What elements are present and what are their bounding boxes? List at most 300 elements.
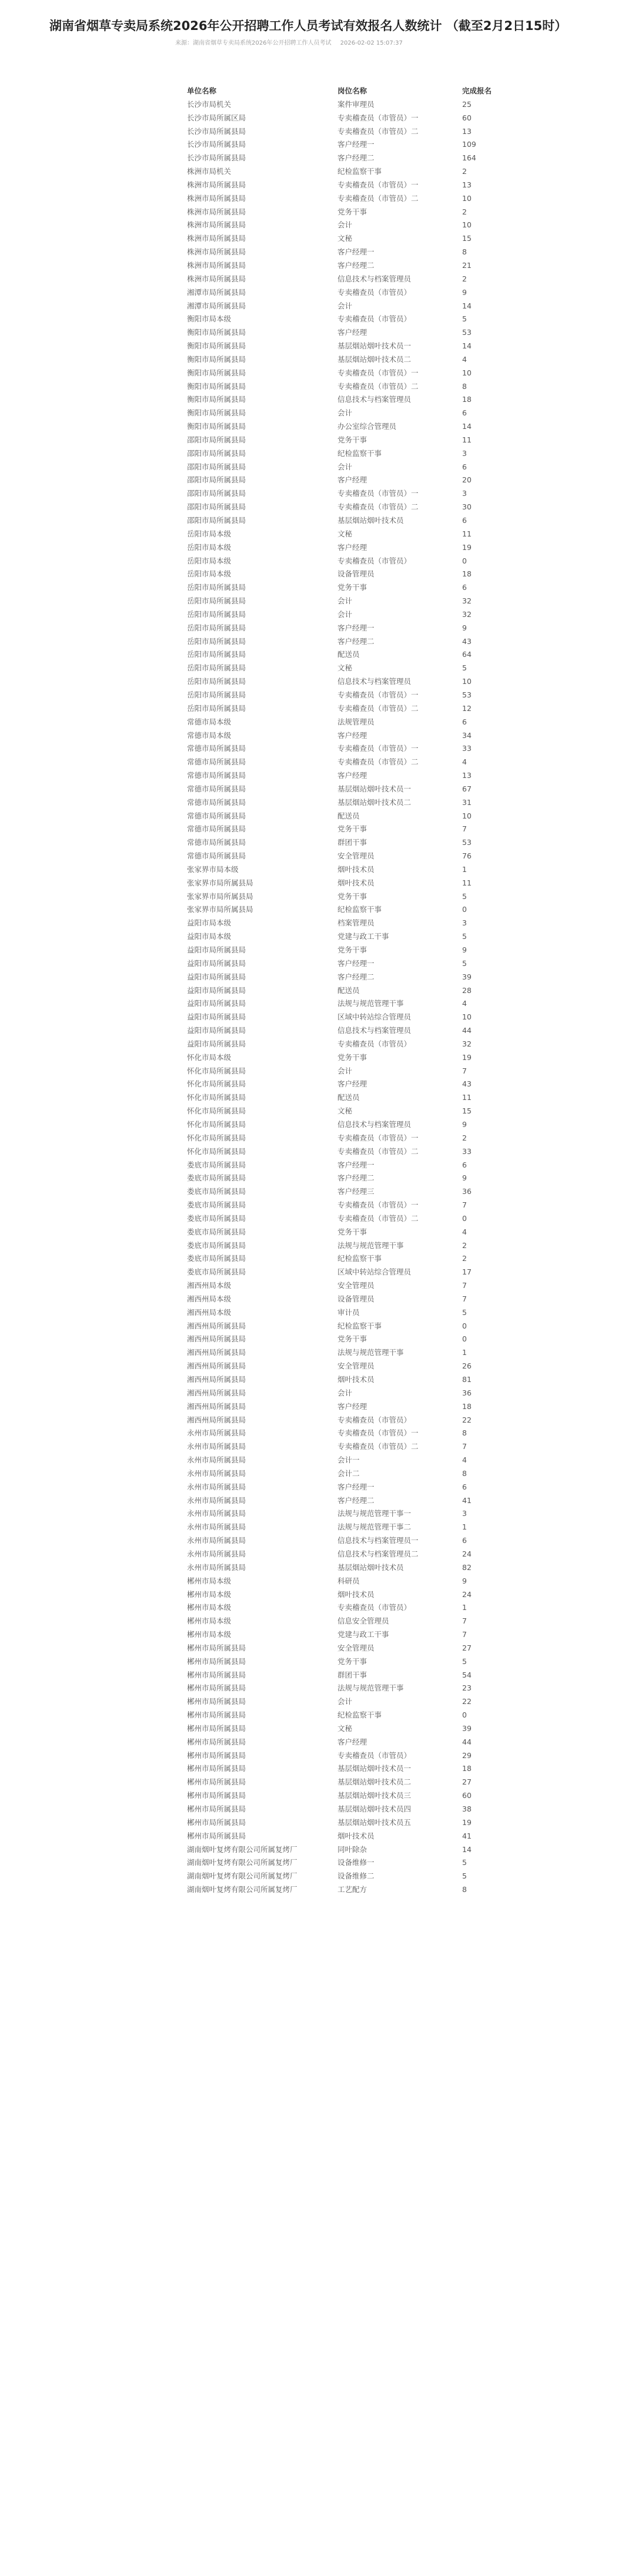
table-row xyxy=(187,501,509,514)
table-row xyxy=(187,595,509,608)
table-row xyxy=(187,716,509,729)
cell-unit: 怀化市局所属县局 xyxy=(187,1066,246,1075)
cell-position: 专卖稽查员（市管员）二 xyxy=(337,193,419,203)
cell-count: 9 xyxy=(462,1119,467,1129)
cell-count: 28 xyxy=(462,985,472,995)
cell-count: 8 xyxy=(462,381,467,391)
cell-unit: 郴州市局本级 xyxy=(187,1576,232,1585)
cell-position: 专卖稽查员（市管员）二 xyxy=(337,1146,419,1156)
cell-count: 6 xyxy=(462,583,467,592)
table-row xyxy=(187,1065,509,1078)
cell-position: 办公室综合管理员 xyxy=(337,422,397,431)
cell-count: 3 xyxy=(462,489,467,498)
cell-count: 8 xyxy=(462,247,467,257)
cell-position: 配送员 xyxy=(337,811,360,820)
table-row xyxy=(187,1789,509,1803)
cell-unit: 郴州市局所属县局 xyxy=(187,1710,246,1720)
cell-position: 党务干事 xyxy=(337,824,367,834)
cell-position: 专卖稽查员（市管员） xyxy=(337,556,412,565)
table-row xyxy=(187,1494,509,1508)
cell-unit: 常德市局所属县局 xyxy=(187,771,246,780)
cell-position: 信息安全管理员 xyxy=(337,1616,389,1626)
cell-unit: 怀化市局所属县局 xyxy=(187,1106,246,1116)
table-row xyxy=(187,1024,509,1038)
cell-unit: 邵阳市局所属县局 xyxy=(187,462,246,471)
cell-unit: 长沙市局所属县局 xyxy=(187,126,246,136)
cell-position: 专卖稽查员（市管员） xyxy=(337,1415,412,1424)
cell-count: 34 xyxy=(462,730,472,740)
cell-position: 信息技术与档案管理员 xyxy=(337,1026,412,1035)
cell-unit: 永州市局所属县局 xyxy=(187,1562,246,1572)
table-row xyxy=(187,1575,509,1588)
cell-count: 6 xyxy=(462,1160,467,1169)
cell-count: 82 xyxy=(462,1562,472,1572)
table-row xyxy=(187,1601,509,1615)
table-row xyxy=(187,1373,509,1387)
table-row xyxy=(187,1199,509,1212)
cell-position: 客户经理 xyxy=(337,1401,367,1411)
cell-count: 7 xyxy=(462,824,467,834)
cell-count: 6 xyxy=(462,1482,467,1491)
table-row xyxy=(187,1628,509,1642)
cell-unit: 常德市局本级 xyxy=(187,730,232,740)
cell-position: 专卖稽查员（市管员）一 xyxy=(337,1200,419,1210)
cell-unit: 长沙市局机关 xyxy=(187,99,232,109)
cell-unit: 常德市局所属县局 xyxy=(187,797,246,807)
cell-position: 信息技术与档案管理员 xyxy=(337,395,412,404)
table-row xyxy=(187,1856,509,1870)
table-row xyxy=(187,1736,509,1749)
cell-position: 客户经理 xyxy=(337,730,367,740)
table-row xyxy=(187,1226,509,1239)
table-row xyxy=(187,1105,509,1118)
cell-position: 配送员 xyxy=(337,985,360,995)
cell-count: 1 xyxy=(462,864,467,874)
cell-count: 15 xyxy=(462,234,472,243)
table-row xyxy=(187,1521,509,1534)
cell-count: 32 xyxy=(462,1039,472,1048)
cell-count: 60 xyxy=(462,113,472,122)
cell-unit: 岳阳市局所属县局 xyxy=(187,583,246,592)
cell-position: 专卖稽查员（市管员）一 xyxy=(337,113,419,122)
cell-position: 会计 xyxy=(337,462,353,471)
table-row xyxy=(187,689,509,702)
cell-count: 1 xyxy=(462,1603,467,1612)
cell-count: 53 xyxy=(462,690,472,699)
table-row xyxy=(187,246,509,259)
cell-unit: 邵阳市局所属县局 xyxy=(187,448,246,458)
cell-unit: 株洲市局所属县局 xyxy=(187,234,246,243)
cell-unit: 邵阳市局所属县局 xyxy=(187,489,246,498)
table-row xyxy=(187,152,509,165)
cell-position: 专卖稽查员（市管员）二 xyxy=(337,126,419,136)
cell-count: 33 xyxy=(462,744,472,753)
cell-count: 22 xyxy=(462,1697,472,1706)
table-row xyxy=(187,434,509,447)
table-row xyxy=(187,635,509,649)
cell-position: 客户经理二 xyxy=(337,972,375,981)
cell-count: 0 xyxy=(462,1710,467,1720)
cell-unit: 娄底市局所属县局 xyxy=(187,1267,246,1277)
cell-position: 区域中转站综合管理员 xyxy=(337,1012,412,1022)
cell-count: 7 xyxy=(462,1630,467,1639)
cell-unit: 衡阳市局所属县局 xyxy=(187,408,246,418)
cell-position: 文秘 xyxy=(337,663,353,673)
cell-count: 38 xyxy=(462,1804,472,1813)
cell-position: 专卖稽查员（市管员）二 xyxy=(337,1213,419,1223)
table-row xyxy=(187,555,509,568)
cell-position: 客户经理二 xyxy=(337,260,375,270)
cell-count: 1 xyxy=(462,1348,467,1357)
table-row xyxy=(187,1038,509,1051)
cell-count: 8 xyxy=(462,1428,467,1438)
cell-count: 7 xyxy=(462,1442,467,1451)
cell-unit: 湖南烟叶复烤有限公司所属复烤厂 xyxy=(187,1871,298,1881)
cell-unit: 常德市局所属县局 xyxy=(187,757,246,767)
cell-position: 法规与规范管理干事 xyxy=(337,999,404,1008)
table-row xyxy=(187,1414,509,1427)
table-row xyxy=(187,1346,509,1360)
cell-unit: 邵阳市局所属县局 xyxy=(187,475,246,485)
table-row xyxy=(187,877,509,890)
cell-unit: 岳阳市局本级 xyxy=(187,556,232,565)
cell-unit: 怀化市局所属县局 xyxy=(187,1093,246,1102)
cell-unit: 湘西州局本级 xyxy=(187,1307,232,1317)
table-row xyxy=(187,1306,509,1320)
cell-unit: 岳阳市局所属县局 xyxy=(187,596,246,606)
cell-unit: 怀化市局所属县局 xyxy=(187,1119,246,1129)
cell-count: 18 xyxy=(462,1401,472,1411)
cell-position: 纪检监察干事 xyxy=(337,1254,382,1263)
cell-count: 0 xyxy=(462,556,467,565)
table-row xyxy=(187,1091,509,1105)
cell-position: 专卖稽查员（市管员）二 xyxy=(337,502,419,512)
cell-position: 专卖稽查员（市管员） xyxy=(337,314,412,324)
cell-count: 4 xyxy=(462,1455,467,1465)
cell-unit: 郴州市局本级 xyxy=(187,1589,232,1599)
table-row xyxy=(187,1695,509,1709)
cell-position: 案件审理员 xyxy=(337,99,375,109)
cell-unit: 郴州市局本级 xyxy=(187,1603,232,1612)
cell-unit: 衡阳市局所属县局 xyxy=(187,381,246,391)
cell-unit: 常德市局所属县局 xyxy=(187,851,246,861)
cell-count: 5 xyxy=(462,932,467,941)
cell-unit: 长沙市局所属县局 xyxy=(187,153,246,163)
cell-count: 10 xyxy=(462,677,472,686)
cell-count: 23 xyxy=(462,1683,472,1693)
table-row xyxy=(187,1548,509,1561)
cell-position: 专卖稽查员（市管员）一 xyxy=(337,690,419,699)
cell-count: 60 xyxy=(462,1791,472,1800)
page-meta xyxy=(175,38,410,46)
cell-unit: 娄底市局所属县局 xyxy=(187,1200,246,1210)
meta-source: 来源：湖南省烟草专卖局系统2026年公开招聘工作人员考试 xyxy=(175,40,332,46)
cell-position: 专卖稽查员（市管员） xyxy=(337,287,412,297)
cell-unit: 益阳市局本级 xyxy=(187,918,232,928)
cell-unit: 湘西州局所属县局 xyxy=(187,1334,246,1344)
cell-unit: 郴州市局所属县局 xyxy=(187,1777,246,1787)
cell-count: 9 xyxy=(462,287,467,297)
cell-position: 安全管理员 xyxy=(337,1643,375,1652)
table-row xyxy=(187,461,509,474)
cell-unit: 湘西州局所属县局 xyxy=(187,1401,246,1411)
cell-position: 工艺配方 xyxy=(337,1885,367,1894)
cell-unit: 益阳市局所属县局 xyxy=(187,1012,246,1022)
cell-unit: 常德市局所属县局 xyxy=(187,811,246,820)
cell-unit: 岳阳市局本级 xyxy=(187,529,232,538)
table-row xyxy=(187,1454,509,1467)
cell-unit: 怀化市局所属县局 xyxy=(187,1133,246,1142)
cell-count: 2 xyxy=(462,167,467,176)
cell-unit: 湘西州局所属县局 xyxy=(187,1388,246,1397)
cell-count: 2 xyxy=(462,1133,467,1142)
table-row xyxy=(187,179,509,192)
cell-unit: 长沙市局所属区局 xyxy=(187,113,246,122)
table-row xyxy=(187,1427,509,1440)
cell-count: 27 xyxy=(462,1643,472,1652)
cell-unit: 岳阳市局所属县局 xyxy=(187,623,246,632)
cell-position: 基层烟站烟叶技术员一 xyxy=(337,341,412,351)
cell-unit: 永州市局所属县局 xyxy=(187,1549,246,1558)
table-row xyxy=(187,125,509,139)
cell-count: 18 xyxy=(462,569,472,579)
table-row xyxy=(187,313,509,326)
cell-position: 党务干事 xyxy=(337,891,367,901)
cell-position: 专卖稽查员（市管员）一 xyxy=(337,368,419,377)
cell-unit: 益阳市局所属县局 xyxy=(187,1039,246,1048)
cell-unit: 湘西州局所属县局 xyxy=(187,1361,246,1371)
table-row xyxy=(187,1655,509,1669)
table-row xyxy=(187,273,509,286)
cell-position: 基层烟站烟叶技术员四 xyxy=(337,1804,412,1813)
cell-count: 29 xyxy=(462,1750,472,1760)
cell-count: 5 xyxy=(462,1307,467,1317)
table-row xyxy=(187,810,509,823)
table-row xyxy=(187,219,509,232)
cell-count: 9 xyxy=(462,945,467,954)
cell-position: 法规管理员 xyxy=(337,717,375,726)
cell-unit: 益阳市局所属县局 xyxy=(187,972,246,981)
cell-position: 基层烟站烟叶技术员一 xyxy=(337,1764,412,1773)
table-row xyxy=(187,648,509,662)
table-row xyxy=(187,1883,509,1897)
cell-count: 5 xyxy=(462,663,467,673)
cell-position: 会计 xyxy=(337,596,353,606)
cell-position: 党务干事 xyxy=(337,945,367,954)
table-row xyxy=(187,165,509,179)
table-row xyxy=(187,1588,509,1602)
cell-unit: 娄底市局所属县局 xyxy=(187,1240,246,1250)
table-row xyxy=(187,917,509,930)
cell-unit: 郴州市局所属县局 xyxy=(187,1831,246,1840)
cell-position: 群团干事 xyxy=(337,838,367,847)
table-row xyxy=(187,756,509,769)
table-row xyxy=(187,112,509,125)
cell-position: 基层烟站烟叶技术员三 xyxy=(337,1791,412,1800)
cell-count: 2 xyxy=(462,207,467,216)
cell-count: 10 xyxy=(462,811,472,820)
cell-unit: 衡阳市局所属县局 xyxy=(187,354,246,364)
table-row xyxy=(187,1293,509,1306)
cell-unit: 岳阳市局所属县局 xyxy=(187,677,246,686)
cell-count: 43 xyxy=(462,636,472,646)
cell-unit: 湘西州局所属县局 xyxy=(187,1415,246,1424)
table-row xyxy=(187,259,509,273)
cell-unit: 衡阳市局本级 xyxy=(187,314,232,324)
cell-unit: 衡阳市局所属县局 xyxy=(187,368,246,377)
table-row xyxy=(187,98,509,112)
table-row xyxy=(187,367,509,380)
header-unit: 单位名称 xyxy=(187,86,217,95)
cell-count: 36 xyxy=(462,1388,472,1397)
cell-unit: 娄底市局所属县局 xyxy=(187,1173,246,1183)
table-row xyxy=(187,380,509,394)
table-row xyxy=(187,1467,509,1481)
cell-count: 44 xyxy=(462,1737,472,1746)
table-row xyxy=(187,796,509,810)
cell-count: 5 xyxy=(462,1858,467,1867)
cell-position: 会计一 xyxy=(337,1455,360,1465)
table-row xyxy=(187,1776,509,1789)
table-row xyxy=(187,1615,509,1628)
cell-position: 客户经理 xyxy=(337,771,367,780)
cell-unit: 永州市局所属县局 xyxy=(187,1522,246,1532)
cell-position: 设备维修一 xyxy=(337,1858,375,1867)
cell-count: 18 xyxy=(462,395,472,404)
cell-position: 信息技术与档案管理员二 xyxy=(337,1549,419,1558)
table-row xyxy=(187,1333,509,1346)
cell-position: 烟叶技术员 xyxy=(337,864,375,874)
table-row xyxy=(187,1669,509,1682)
cell-position: 党务干事 xyxy=(337,435,367,444)
cell-position: 会计二 xyxy=(337,1468,360,1478)
cell-position: 专卖稽查员（市管员）二 xyxy=(337,703,419,713)
cell-position: 党务干事 xyxy=(337,1052,367,1062)
cell-unit: 怀化市局所属县局 xyxy=(187,1079,246,1089)
cell-position: 客户经理二 xyxy=(337,636,375,646)
cell-position: 党建与政工干事 xyxy=(337,932,389,941)
cell-count: 22 xyxy=(462,1415,472,1424)
table-row xyxy=(187,1682,509,1695)
cell-position: 专卖稽查员（市管员）一 xyxy=(337,180,419,189)
cell-count: 11 xyxy=(462,435,472,444)
cell-unit: 湘西州局本级 xyxy=(187,1281,232,1290)
table-row xyxy=(187,957,509,971)
cell-unit: 郴州市局所属县局 xyxy=(187,1817,246,1827)
cell-position: 信息技术与档案管理员 xyxy=(337,677,412,686)
table-row xyxy=(187,1709,509,1722)
cell-count: 14 xyxy=(462,341,472,351)
cell-unit: 湘西州局所属县局 xyxy=(187,1321,246,1330)
cell-position: 同叶除杂 xyxy=(337,1844,367,1854)
cell-position: 党务干事 xyxy=(337,1227,367,1236)
cell-unit: 岳阳市局本级 xyxy=(187,542,232,552)
cell-unit: 邵阳市局所属县局 xyxy=(187,502,246,512)
cell-position: 烟叶技术员 xyxy=(337,1589,375,1599)
cell-count: 24 xyxy=(462,1549,472,1558)
cell-position: 信息技术与档案管理员 xyxy=(337,274,412,283)
table-row xyxy=(187,286,509,300)
cell-position: 文秘 xyxy=(337,234,353,243)
cell-count: 7 xyxy=(462,1200,467,1210)
cell-unit: 益阳市局所属县局 xyxy=(187,945,246,954)
cell-unit: 株洲市局所属县局 xyxy=(187,193,246,203)
table-row xyxy=(187,1481,509,1494)
table-row xyxy=(187,622,509,635)
cell-position: 基层烟站烟叶技术员二 xyxy=(337,797,412,807)
cell-count: 54 xyxy=(462,1670,472,1679)
cell-count: 7 xyxy=(462,1066,467,1075)
table-row xyxy=(187,823,509,836)
cell-count: 10 xyxy=(462,220,472,230)
cell-position: 信息技术与档案管理员 xyxy=(337,1119,412,1129)
cell-position: 客户经理一 xyxy=(337,247,375,257)
cell-unit: 株洲市局所属县局 xyxy=(187,260,246,270)
cell-position: 会计 xyxy=(337,408,353,418)
table-row xyxy=(187,1762,509,1776)
cell-unit: 益阳市局所属县局 xyxy=(187,958,246,968)
table-row xyxy=(187,863,509,877)
table-row xyxy=(187,903,509,917)
cell-count: 41 xyxy=(462,1831,472,1840)
cell-count: 6 xyxy=(462,408,467,418)
table-row xyxy=(187,514,509,528)
header-count: 完成报名 xyxy=(462,86,492,95)
cell-position: 信息技术与档案管理员一 xyxy=(337,1536,419,1545)
cell-unit: 娄底市局所属县局 xyxy=(187,1160,246,1169)
cell-unit: 岳阳市局本级 xyxy=(187,569,232,579)
cell-position: 法规与规范管理干事 xyxy=(337,1683,404,1693)
cell-position: 基层烟站烟叶技术员 xyxy=(337,1562,404,1572)
cell-position: 纪检监察干事 xyxy=(337,448,382,458)
cell-count: 81 xyxy=(462,1375,472,1384)
cell-position: 专卖稽查员（市管员） xyxy=(337,1750,412,1760)
registration-table xyxy=(187,85,509,1897)
table-row xyxy=(187,340,509,353)
cell-count: 6 xyxy=(462,516,467,525)
cell-count: 64 xyxy=(462,650,472,659)
cell-unit: 益阳市局本级 xyxy=(187,932,232,941)
table-row xyxy=(187,1320,509,1333)
table-row xyxy=(187,447,509,461)
cell-position: 党务干事 xyxy=(337,583,367,592)
table-row xyxy=(187,1159,509,1172)
table-row xyxy=(187,1507,509,1521)
cell-unit: 娄底市局所属县局 xyxy=(187,1213,246,1223)
cell-count: 13 xyxy=(462,126,472,136)
table-row xyxy=(187,890,509,904)
cell-count: 41 xyxy=(462,1495,472,1505)
table-row xyxy=(187,1011,509,1024)
cell-position: 纪检监察干事 xyxy=(337,1321,382,1330)
cell-position: 基层烟站烟叶技术员二 xyxy=(337,1777,412,1787)
table-row xyxy=(187,675,509,689)
cell-unit: 怀化市局本级 xyxy=(187,1052,232,1062)
cell-count: 5 xyxy=(462,891,467,901)
cell-count: 19 xyxy=(462,1817,472,1827)
cell-position: 党建与政工干事 xyxy=(337,1630,389,1639)
cell-position: 党务干事 xyxy=(337,1334,367,1344)
table-row xyxy=(187,541,509,555)
cell-count: 5 xyxy=(462,1871,467,1881)
cell-unit: 郴州市局所属县局 xyxy=(187,1750,246,1760)
cell-position: 客户经理二 xyxy=(337,1173,375,1183)
cell-count: 3 xyxy=(462,918,467,928)
cell-position: 配送员 xyxy=(337,650,360,659)
table-row xyxy=(187,836,509,850)
table-row xyxy=(187,300,509,313)
cell-position: 纪检监察干事 xyxy=(337,905,382,914)
